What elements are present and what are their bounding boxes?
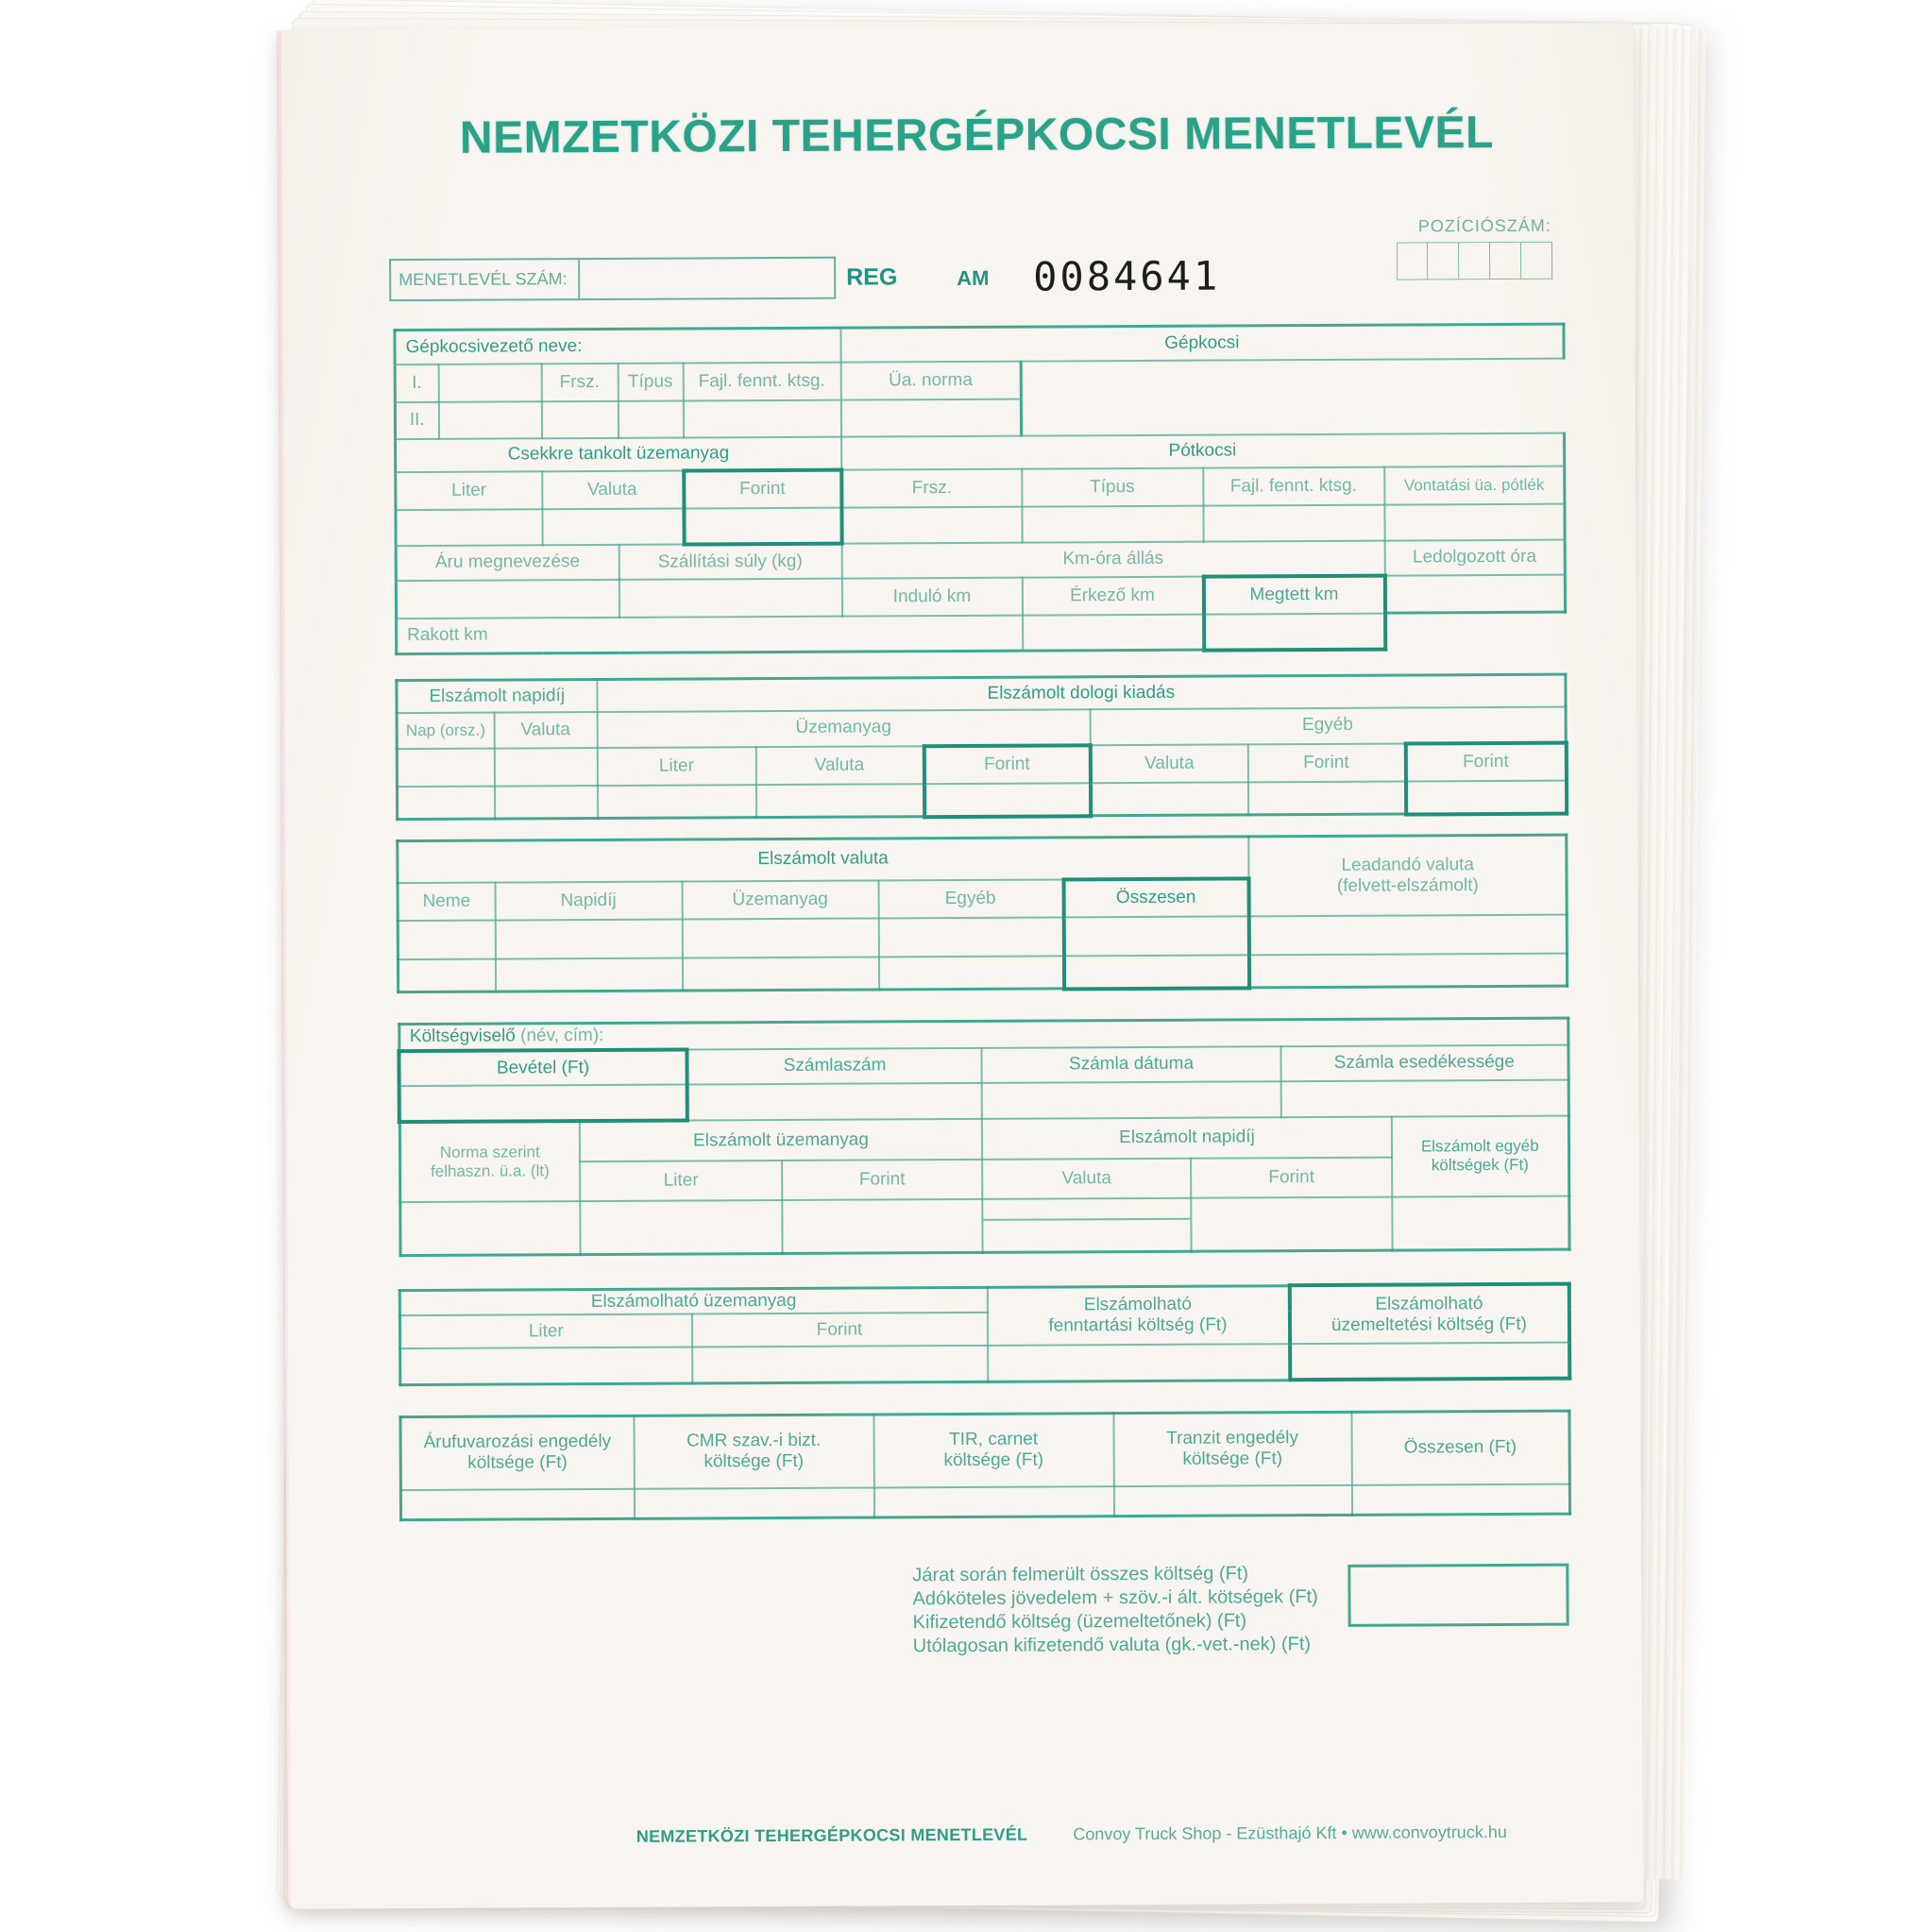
norm-line1: Norma szerint	[439, 1143, 540, 1161]
oper-line1: Elszámolható	[1375, 1293, 1483, 1314]
norm-line2: felhaszn. ü.a. (lt)	[430, 1161, 550, 1180]
position-number-label: POZÍCIÓSZÁM:	[1417, 215, 1551, 236]
value-cell	[1203, 504, 1384, 541]
material-expense-header: Elszámolt dologi kiadás	[597, 674, 1566, 711]
liter-header: Liter	[396, 471, 542, 510]
fuel-header: Üzemanyag	[597, 709, 1090, 748]
position-cell	[1521, 242, 1552, 280]
currency-header: Valuta	[982, 1158, 1191, 1198]
daily-allowance-header: Elszámolt napidíj	[397, 680, 597, 713]
plate-header: Frsz.	[541, 363, 618, 400]
daily-forint-header: Forint	[1191, 1157, 1392, 1197]
tir-carnet-cost-header	[873, 1414, 1113, 1487]
c2-line1: CMR szav.-i bizt.	[686, 1431, 822, 1451]
other-header: Egyéb	[878, 879, 1063, 918]
transit-permit-cost-header	[1113, 1412, 1351, 1485]
towing-fuel-extra-header: Vontatási üa. pótlék	[1384, 466, 1565, 504]
driven-km-header: Megtett km	[1203, 575, 1384, 614]
table-permit-costs	[398, 1410, 1571, 1521]
liter-header: Liter	[399, 1313, 691, 1348]
value-cell	[541, 400, 618, 437]
position-cell	[1397, 242, 1428, 280]
currency-payable-line: Utólagosan kifizetendő valuta (gk.-vet.-nek) (Ft)	[912, 1634, 1312, 1657]
position-cell	[1459, 242, 1490, 280]
value-cell	[687, 1082, 982, 1120]
value-cell	[580, 1199, 782, 1254]
value-cell	[1204, 613, 1385, 650]
driver-name-cell	[438, 364, 541, 402]
trailer-maint-cost-header: Fajl. fennt. ktsg.	[1203, 466, 1384, 505]
table-driver-vehicle	[393, 323, 1567, 656]
norm-fuel-header	[399, 1121, 580, 1202]
waybill-form-page	[279, 23, 1643, 1908]
invoice-due-header: Számla esedékessége	[1280, 1044, 1568, 1081]
c2-line2: költsége (Ft)	[703, 1451, 805, 1472]
value-cell	[1248, 914, 1567, 955]
start-km-header: Induló km	[841, 577, 1022, 616]
cmr-insurance-cost-header	[634, 1415, 873, 1488]
value-cell	[782, 1198, 982, 1253]
value-cell	[1191, 1196, 1392, 1251]
c1-line2: költsége (Ft)	[467, 1452, 568, 1473]
returnable-currency-header	[1248, 835, 1567, 916]
table-notch	[1385, 612, 1566, 649]
cost-bearer-label: Költségviselő	[409, 1025, 516, 1047]
value-cell	[1063, 916, 1248, 956]
maint-line1: Elszámolható	[1083, 1295, 1192, 1315]
settled-currency-header: Elszámolt valuta	[398, 837, 1248, 883]
maint-line2: fenntartási költség (Ft)	[1048, 1314, 1228, 1336]
value-cell	[982, 1081, 1281, 1119]
maint-cost-header: Fajl. fennt. ktsg.	[683, 362, 840, 400]
value-cell	[1113, 1484, 1351, 1516]
vehicle-header: Gépkocsi	[840, 324, 1564, 362]
taxable-income-line: Adóköteles jövedelem + szöv.-i ált. kötségek (Ft)	[912, 1586, 1318, 1610]
position-number-cells	[1397, 242, 1552, 280]
worked-hours-value-cell	[1384, 574, 1565, 613]
returnable-line2: (felvett-elszámolt)	[1336, 874, 1479, 896]
waybill-number-box	[389, 257, 836, 301]
value-cell	[878, 956, 1063, 990]
position-cell	[1428, 242, 1459, 280]
value-cell	[400, 1347, 692, 1384]
settled-other-line2: költségek (Ft)	[1431, 1155, 1529, 1175]
day-country-header: Nap (orsz.)	[397, 712, 494, 749]
claimable-operating-header	[1289, 1284, 1568, 1345]
value-cell	[841, 506, 1022, 543]
table-settled-expenses	[395, 673, 1568, 822]
value-cell	[495, 958, 682, 991]
value-cell	[1247, 781, 1405, 815]
table-settled-currency	[396, 834, 1568, 994]
fuel-by-cheque-header: Csekkre tankolt üzemanyag	[396, 436, 841, 471]
value-cell	[682, 918, 878, 958]
value-cell	[840, 398, 1021, 436]
value-cell	[988, 1344, 1290, 1381]
value-cell	[1248, 953, 1567, 988]
currency-header: Valuta	[494, 712, 597, 749]
totals-entry-box	[1347, 1564, 1568, 1627]
fuel-norm-header: Üa. norma	[840, 361, 1021, 399]
kind-header: Neme	[398, 882, 495, 921]
other-header: Egyéb	[1090, 706, 1566, 745]
oper-line2: üzemeltetési költség (Ft)	[1330, 1313, 1528, 1335]
total-cost-line: Járat során felmerült összes költség (Ft)	[912, 1563, 1249, 1586]
footer-publisher: Convoy Truck Shop - Ezüsthajó Kft • www.convoytruck.hu	[1073, 1822, 1507, 1844]
daily-header: Napidíj	[495, 881, 682, 920]
value-cell	[634, 1487, 873, 1518]
reg-label: REG	[846, 263, 898, 291]
payable-cost-line: Kifizetendő költség (üzemeltetőnek) (Ft)	[912, 1610, 1247, 1634]
position-cell	[1490, 242, 1521, 280]
income-header: Bevétel (Ft)	[398, 1049, 686, 1086]
footer-imprint	[477, 1822, 1667, 1848]
other-forint-header: Forint	[1247, 743, 1405, 782]
waybill-number-field	[580, 259, 834, 298]
currency-header: Valuta	[542, 470, 684, 509]
account-number-header: Számlaszám	[686, 1047, 981, 1084]
totals-block	[912, 1562, 1318, 1658]
value-cell	[692, 1346, 988, 1383]
value-cell	[618, 400, 683, 437]
liter-header: Liter	[580, 1160, 782, 1200]
value-cell	[396, 579, 619, 618]
fuel-forint-header: Forint	[924, 745, 1090, 784]
value-cell	[682, 957, 878, 991]
value-cell	[1392, 1195, 1568, 1250]
loaded-km-header: Rakott km	[397, 615, 1023, 653]
value-cell	[1384, 503, 1565, 540]
value-cell	[873, 1486, 1113, 1517]
table-cost-bearer	[397, 1017, 1570, 1257]
trailer-header: Pótkocsi	[841, 432, 1565, 469]
total-ft-header: Összesen (Ft)	[1351, 1411, 1569, 1484]
trailer-type-header: Típus	[1022, 467, 1203, 506]
value-cell	[1290, 1343, 1569, 1381]
returnable-line1: Leadandó valuta	[1341, 855, 1475, 875]
shipping-weight-header: Szállítási súly (kg)	[619, 543, 841, 579]
driver-name-label: Gépkocsivezető neve:	[395, 328, 840, 364]
value-cell	[398, 920, 495, 959]
value-cell	[1023, 614, 1204, 651]
freight-permit-cost-header	[400, 1415, 634, 1489]
serial-number: 0084641	[1033, 252, 1221, 300]
forint-header: Forint	[782, 1159, 982, 1199]
value-cell	[982, 1197, 1191, 1252]
value-cell	[494, 748, 597, 787]
goods-name-header: Áru megnevezése	[396, 544, 619, 580]
fuel-currency-header: Valuta	[755, 746, 924, 785]
value-cell	[1351, 1483, 1569, 1515]
arrive-km-header: Érkező km	[1022, 576, 1203, 615]
value-cell	[399, 1201, 580, 1256]
settled-other-header	[1392, 1115, 1569, 1196]
value-cell	[683, 399, 840, 437]
value-cell	[397, 748, 494, 787]
liter-header: Liter	[597, 747, 755, 786]
other-forint-total-header: Forint	[1405, 742, 1566, 781]
value-cell	[400, 1488, 634, 1519]
value-cell	[494, 786, 597, 820]
value-cell	[1022, 505, 1203, 542]
trailer-plate-header: Frsz.	[841, 468, 1022, 507]
odometer-header: Km-óra állás	[841, 540, 1384, 578]
waybill-number-label: MENETLEVÉL SZÁM:	[391, 260, 580, 299]
c3-line2: költsége (Ft)	[943, 1449, 1044, 1471]
value-cell	[397, 786, 494, 820]
c1-line1: Árufuvarozási engedély	[423, 1432, 612, 1453]
value-cell	[1090, 782, 1247, 816]
value-cell	[495, 919, 682, 958]
value-cell	[684, 507, 841, 544]
cost-bearer-note: (név, cím):	[520, 1025, 604, 1046]
total-header: Összesen	[1063, 878, 1248, 917]
settled-daily-header: Elszámolt napidíj	[982, 1116, 1392, 1159]
claimable-fuel-header: Elszámolható üzemanyag	[399, 1287, 987, 1315]
form-title: NEMZETKÖZI TEHERGÉPKOCSI MENETLEVÉL	[459, 108, 1494, 163]
value-cell	[542, 508, 684, 545]
invoice-date-header: Számla dátuma	[981, 1046, 1280, 1083]
table-claimable-costs	[398, 1282, 1571, 1386]
value-cell	[755, 784, 924, 818]
value-cell	[399, 1084, 687, 1122]
other-currency-header: Valuta	[1090, 744, 1247, 783]
value-cell	[924, 783, 1090, 817]
c4-line2: költsége (Ft)	[1182, 1449, 1283, 1470]
driver-row-2: II.	[395, 401, 438, 438]
c3-line1: TIR, carnet	[949, 1429, 1039, 1450]
value-cell	[619, 578, 841, 617]
fuel-header: Üzemanyag	[682, 880, 878, 919]
value-cell	[597, 785, 755, 819]
settled-fuel-header: Elszámolt üzemanyag	[580, 1118, 982, 1161]
value-cell	[398, 958, 495, 992]
value-cell	[396, 509, 542, 546]
settled-other-line1: Elszámolt egyéb	[1420, 1137, 1539, 1156]
worked-hours-header: Ledolgozott óra	[1384, 539, 1565, 575]
claimable-maintenance-header	[987, 1285, 1289, 1346]
footer-form-name: NEMZETKÖZI TEHERGÉPKOCSI MENETLEVÉL	[636, 1824, 1028, 1846]
c4-line1: Tranzit engedély	[1166, 1428, 1299, 1449]
type-header: Típus	[618, 363, 683, 400]
value-cell	[1063, 955, 1248, 989]
driver-name-cell	[438, 401, 541, 439]
series-code: AM	[957, 265, 990, 291]
forint-header: Forint	[691, 1313, 987, 1347]
value-cell	[1405, 780, 1566, 814]
forint-header: Forint	[684, 469, 841, 508]
value-cell	[1281, 1079, 1568, 1117]
value-cell	[878, 917, 1063, 957]
driver-row-1: I.	[395, 364, 438, 401]
